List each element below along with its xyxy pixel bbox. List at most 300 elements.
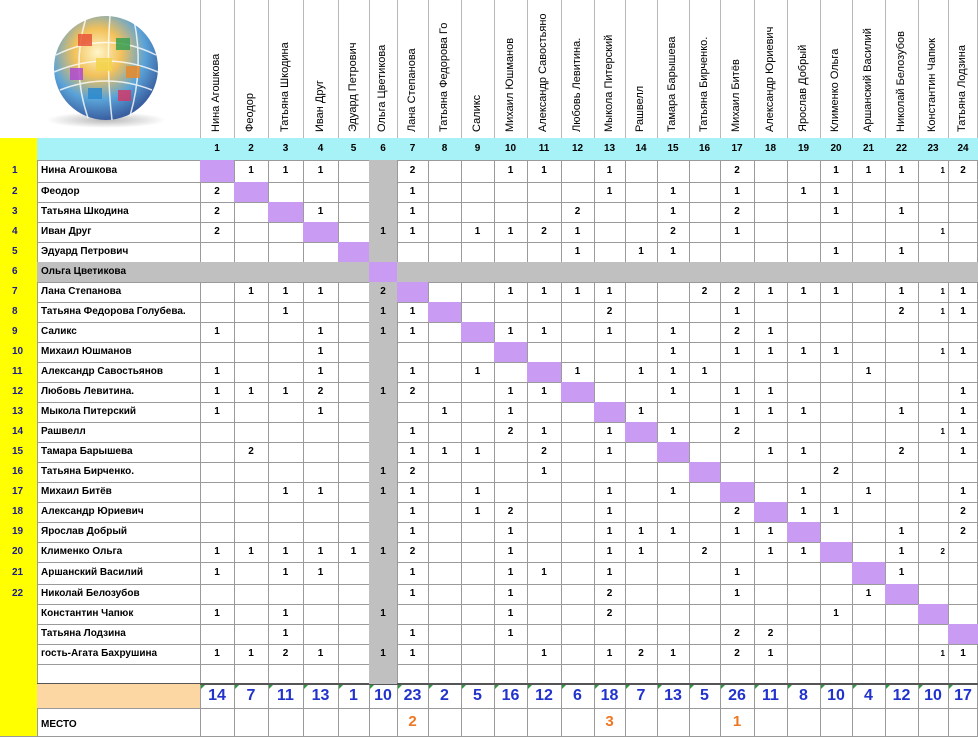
score-cell bbox=[754, 584, 787, 604]
score-cell: 1 bbox=[940, 427, 945, 436]
score-cell: 1 bbox=[800, 286, 807, 297]
total-value: 10 bbox=[827, 687, 845, 704]
score-cell bbox=[268, 242, 303, 262]
score-cell bbox=[303, 242, 338, 262]
score-cell: 1 bbox=[800, 506, 807, 517]
score-cell bbox=[885, 462, 918, 482]
score-cell bbox=[561, 522, 594, 542]
score-cell bbox=[268, 222, 303, 242]
score-cell bbox=[234, 402, 268, 422]
score-cell bbox=[754, 302, 787, 322]
player-name: Саликс bbox=[41, 326, 77, 337]
score-cell bbox=[852, 262, 885, 282]
diagonal-cell bbox=[625, 422, 657, 442]
row-number: 19 bbox=[0, 522, 37, 542]
cell-marker-triangle bbox=[595, 685, 599, 689]
total-value: 26 bbox=[728, 687, 746, 704]
score-cell bbox=[852, 182, 885, 202]
highlight-column-cell bbox=[369, 584, 397, 604]
score-cell bbox=[338, 422, 369, 442]
column-header-name: Ярослав Добрый bbox=[797, 44, 809, 132]
score-cell: 1 bbox=[800, 486, 807, 497]
score-cell bbox=[852, 542, 885, 562]
score-cell bbox=[625, 222, 657, 242]
score-cell: 1 bbox=[638, 546, 644, 557]
player-name: Клименко Ольга bbox=[41, 546, 123, 557]
score-cell: 1 bbox=[409, 526, 416, 537]
score-cell bbox=[338, 462, 369, 482]
score-cell: 1 bbox=[960, 648, 966, 659]
score-cell: 1 bbox=[670, 526, 676, 537]
highlight-column-cell: 1 bbox=[369, 302, 397, 322]
score-cell bbox=[303, 462, 338, 482]
score-cell bbox=[657, 584, 689, 604]
diagonal-cell bbox=[268, 202, 303, 222]
score-cell bbox=[494, 202, 527, 222]
row-number: 18 bbox=[0, 502, 37, 522]
score-cell bbox=[657, 542, 689, 562]
score-cell: 1 bbox=[800, 346, 807, 357]
score-cell bbox=[657, 282, 689, 302]
highlight-column-cell bbox=[369, 562, 397, 584]
score-cell: 1 bbox=[541, 648, 547, 659]
column-number: 3 bbox=[282, 143, 289, 154]
score-cell bbox=[527, 502, 561, 522]
score-cell: 1 bbox=[214, 608, 220, 619]
score-cell: 1 bbox=[317, 165, 324, 176]
score-cell bbox=[820, 562, 852, 584]
score-cell: 1 bbox=[734, 386, 740, 397]
score-cell: 1 bbox=[940, 347, 945, 356]
score-cell: 1 bbox=[214, 366, 220, 377]
column-number: 12 bbox=[571, 143, 584, 154]
score-cell: 1 bbox=[670, 426, 676, 437]
total-value: 13 bbox=[664, 687, 682, 704]
player-name: Иван Друг bbox=[41, 226, 92, 237]
player-name: Мыкола Питерский bbox=[41, 406, 137, 417]
score-cell: 1 bbox=[409, 567, 416, 578]
score-cell bbox=[234, 222, 268, 242]
score-cell bbox=[234, 604, 268, 624]
grid-line-v-header bbox=[338, 0, 339, 138]
column-number: 22 bbox=[895, 143, 908, 154]
score-cell bbox=[338, 282, 369, 302]
score-cell bbox=[461, 182, 494, 202]
place-value bbox=[948, 708, 978, 736]
score-cell: 1 bbox=[638, 246, 644, 257]
score-cell bbox=[918, 382, 948, 402]
player-name: Тамара Барышева bbox=[41, 446, 133, 457]
total-value: 2 bbox=[440, 687, 449, 704]
score-cell bbox=[561, 160, 594, 182]
score-cell: 1 bbox=[833, 186, 839, 197]
place-value bbox=[561, 708, 594, 736]
grid-line-v-header bbox=[852, 0, 853, 138]
score-cell bbox=[689, 562, 720, 584]
score-cell bbox=[885, 362, 918, 382]
score-cell bbox=[461, 342, 494, 362]
score-cell bbox=[787, 562, 820, 584]
score-cell: 1 bbox=[767, 446, 774, 457]
diagonal-cell bbox=[720, 482, 754, 502]
score-cell bbox=[689, 322, 720, 342]
grid-line-v-header bbox=[720, 0, 721, 138]
score-cell bbox=[720, 462, 754, 482]
score-cell bbox=[527, 482, 561, 502]
total-score bbox=[918, 684, 948, 708]
score-cell: 1 bbox=[670, 346, 676, 357]
score-cell bbox=[787, 202, 820, 222]
player-name: Константин Чапюк bbox=[41, 608, 134, 619]
score-cell: 1 bbox=[409, 326, 416, 337]
score-cell bbox=[428, 422, 461, 442]
score-cell bbox=[820, 422, 852, 442]
column-header-name: Рашвелл bbox=[634, 85, 646, 132]
score-cell bbox=[689, 482, 720, 502]
total-score bbox=[428, 684, 461, 708]
score-cell bbox=[234, 624, 268, 644]
score-cell bbox=[657, 604, 689, 624]
score-cell: 1 bbox=[541, 326, 547, 337]
score-cell: 2 bbox=[574, 206, 581, 217]
score-cell bbox=[754, 262, 787, 282]
highlight-column-cell bbox=[369, 664, 397, 684]
place-value bbox=[787, 708, 820, 736]
score-cell bbox=[657, 502, 689, 522]
grid-line-v-header bbox=[787, 0, 788, 138]
score-cell bbox=[625, 562, 657, 584]
score-cell bbox=[561, 624, 594, 644]
score-cell bbox=[852, 402, 885, 422]
column-header-name: Николай Белозубов bbox=[895, 31, 907, 132]
score-cell bbox=[461, 422, 494, 442]
score-cell: 1 bbox=[317, 366, 324, 377]
score-cell: 1 bbox=[670, 486, 676, 497]
score-cell: 1 bbox=[940, 307, 945, 316]
score-cell bbox=[787, 644, 820, 664]
score-cell bbox=[527, 242, 561, 262]
total-score bbox=[338, 684, 369, 708]
total-score bbox=[754, 684, 787, 708]
score-cell bbox=[918, 502, 948, 522]
score-cell: 1 bbox=[574, 226, 581, 237]
score-cell: 2 bbox=[734, 506, 740, 517]
score-cell bbox=[787, 262, 820, 282]
score-cell bbox=[657, 302, 689, 322]
cell-marker-triangle bbox=[304, 685, 308, 689]
score-cell: 2 bbox=[317, 386, 324, 397]
score-cell bbox=[885, 322, 918, 342]
place-value bbox=[268, 708, 303, 736]
score-cell bbox=[527, 624, 561, 644]
score-cell bbox=[720, 442, 754, 462]
score-cell: 1 bbox=[409, 648, 416, 659]
score-cell: 1 bbox=[800, 446, 807, 457]
score-cell bbox=[428, 502, 461, 522]
score-cell bbox=[787, 382, 820, 402]
diagonal-cell bbox=[200, 160, 234, 182]
player-name: Татьяна Федорова Голубева. bbox=[41, 306, 186, 317]
score-cell: 1 bbox=[409, 588, 416, 599]
score-cell bbox=[918, 482, 948, 502]
score-cell bbox=[918, 584, 948, 604]
score-cell bbox=[948, 584, 978, 604]
score-cell: 1 bbox=[638, 366, 644, 377]
score-cell: 1 bbox=[734, 186, 740, 197]
score-cell bbox=[461, 542, 494, 562]
player-name: Николай Белозубов bbox=[41, 588, 140, 599]
score-cell bbox=[200, 462, 234, 482]
score-cell: 2 bbox=[960, 165, 966, 176]
score-cell: 2 bbox=[606, 306, 613, 317]
row-number: 5 bbox=[0, 242, 37, 262]
score-cell: 1 bbox=[248, 286, 254, 297]
score-cell bbox=[787, 322, 820, 342]
score-cell: 1 bbox=[833, 206, 839, 217]
score-cell bbox=[428, 160, 461, 182]
score-cell: 1 bbox=[606, 506, 613, 517]
score-cell bbox=[852, 522, 885, 542]
total-score bbox=[234, 684, 268, 708]
row-number: 11 bbox=[0, 362, 37, 382]
row-number: 8 bbox=[0, 302, 37, 322]
score-cell bbox=[561, 584, 594, 604]
score-cell: 1 bbox=[960, 386, 966, 397]
score-cell: 1 bbox=[541, 165, 547, 176]
total-score bbox=[494, 684, 527, 708]
score-cell: 1 bbox=[282, 546, 289, 557]
total-value: 5 bbox=[700, 687, 709, 704]
score-cell bbox=[852, 202, 885, 222]
score-cell: 1 bbox=[507, 165, 514, 176]
score-cell bbox=[787, 160, 820, 182]
cell-marker-triangle bbox=[495, 685, 499, 689]
score-cell bbox=[461, 382, 494, 402]
player-name: Феодор bbox=[41, 186, 80, 197]
place-value: 3 bbox=[605, 713, 614, 730]
score-cell: 1 bbox=[541, 466, 547, 477]
score-cell: 1 bbox=[606, 648, 613, 659]
total-value: 7 bbox=[246, 687, 256, 704]
place-value: 1 bbox=[732, 713, 742, 730]
score-cell: 1 bbox=[960, 406, 966, 417]
score-cell: 1 bbox=[409, 226, 416, 237]
score-cell bbox=[303, 182, 338, 202]
score-cell bbox=[303, 604, 338, 624]
grid-line-v-header bbox=[268, 0, 269, 138]
score-cell bbox=[918, 462, 948, 482]
score-cell bbox=[948, 322, 978, 342]
score-cell bbox=[918, 362, 948, 382]
score-cell bbox=[820, 522, 852, 542]
player-name: Рашвелл bbox=[41, 426, 86, 437]
highlight-column-cell: 1 bbox=[369, 462, 397, 482]
highlight-column-cell: 1 bbox=[369, 322, 397, 342]
score-cell: 1 bbox=[865, 588, 872, 599]
highlight-column-cell: 1 bbox=[369, 482, 397, 502]
score-cell bbox=[948, 462, 978, 482]
score-cell bbox=[918, 182, 948, 202]
score-cell bbox=[689, 342, 720, 362]
place-value bbox=[527, 708, 561, 736]
score-cell: 1 bbox=[248, 386, 254, 397]
score-cell bbox=[852, 242, 885, 262]
column-header-name: Эдуард Петрович bbox=[347, 42, 359, 132]
column-header-name: Любовь Левитина. bbox=[571, 37, 583, 132]
total-value: 7 bbox=[636, 687, 646, 704]
score-cell bbox=[200, 442, 234, 462]
total-value: 4 bbox=[864, 687, 873, 704]
score-cell bbox=[268, 522, 303, 542]
score-cell bbox=[303, 624, 338, 644]
score-cell bbox=[689, 644, 720, 664]
score-cell bbox=[948, 604, 978, 624]
score-cell bbox=[234, 302, 268, 322]
cell-marker-triangle bbox=[562, 685, 566, 689]
place-value bbox=[338, 708, 369, 736]
column-header-name: Иван Друг bbox=[314, 80, 326, 132]
diagonal-cell bbox=[852, 562, 885, 584]
column-number: 17 bbox=[731, 143, 743, 154]
score-cell bbox=[885, 482, 918, 502]
place-value bbox=[625, 708, 657, 736]
score-cell: 1 bbox=[767, 546, 774, 557]
score-cell bbox=[461, 522, 494, 542]
score-cell: 2 bbox=[214, 206, 220, 217]
row-number: 12 bbox=[0, 382, 37, 402]
score-cell: 1 bbox=[441, 446, 448, 457]
score-cell bbox=[234, 502, 268, 522]
column-header-name: Феодор bbox=[244, 92, 256, 132]
cell-marker-triangle bbox=[528, 685, 532, 689]
score-cell: 1 bbox=[474, 506, 481, 517]
column-number: 1 bbox=[214, 143, 220, 154]
score-cell bbox=[527, 542, 561, 562]
score-cell bbox=[338, 342, 369, 362]
score-cell bbox=[689, 422, 720, 442]
score-cell bbox=[754, 482, 787, 502]
column-header-name: Клименко Ольга bbox=[829, 48, 841, 132]
score-cell bbox=[428, 222, 461, 242]
score-cell: 1 bbox=[898, 406, 905, 417]
score-cell: 2 bbox=[767, 628, 774, 639]
column-number: 5 bbox=[350, 143, 357, 154]
score-cell: 1 bbox=[409, 486, 416, 497]
score-cell bbox=[948, 202, 978, 222]
place-value bbox=[200, 708, 234, 736]
score-cell: 1 bbox=[606, 446, 613, 457]
score-cell bbox=[428, 562, 461, 584]
score-cell bbox=[494, 482, 527, 502]
score-cell bbox=[720, 604, 754, 624]
score-cell: 1 bbox=[606, 186, 613, 197]
total-value: 14 bbox=[208, 687, 226, 704]
score-cell bbox=[234, 342, 268, 362]
score-cell bbox=[461, 402, 494, 422]
cell-marker-triangle bbox=[201, 685, 205, 689]
column-number: 6 bbox=[380, 143, 386, 154]
score-cell: 1 bbox=[767, 286, 774, 297]
grid-line-v-header bbox=[948, 0, 949, 138]
row-number: 14 bbox=[0, 422, 37, 442]
score-cell: 2 bbox=[638, 648, 644, 659]
score-cell: 1 bbox=[507, 608, 514, 619]
score-cell bbox=[689, 604, 720, 624]
column-number: 9 bbox=[474, 143, 481, 154]
score-cell bbox=[787, 302, 820, 322]
score-cell: 2 bbox=[541, 446, 547, 457]
score-cell bbox=[461, 562, 494, 584]
column-header-name: Лана Степанова bbox=[406, 48, 418, 132]
score-cell bbox=[852, 462, 885, 482]
score-cell bbox=[689, 442, 720, 462]
cell-marker-triangle bbox=[235, 685, 239, 689]
score-cell bbox=[338, 604, 369, 624]
score-cell bbox=[461, 302, 494, 322]
score-cell bbox=[268, 502, 303, 522]
score-cell: 1 bbox=[317, 346, 324, 357]
score-cell bbox=[494, 302, 527, 322]
score-cell: 2 bbox=[409, 466, 416, 477]
score-cell: 1 bbox=[282, 628, 289, 639]
diagonal-cell bbox=[461, 322, 494, 342]
diagonal-cell bbox=[338, 242, 369, 262]
score-cell: 1 bbox=[282, 486, 289, 497]
score-cell bbox=[787, 584, 820, 604]
cell-marker-triangle bbox=[821, 685, 825, 689]
score-cell: 1 bbox=[409, 628, 416, 639]
column-header-name: Татьяна Бирченко. bbox=[698, 36, 710, 132]
score-cell: 1 bbox=[670, 648, 676, 659]
row-number: 6 bbox=[0, 262, 37, 282]
score-cell: 1 bbox=[507, 588, 514, 599]
score-cell: 1 bbox=[574, 366, 581, 377]
score-cell bbox=[200, 342, 234, 362]
row-number: 2 bbox=[0, 182, 37, 202]
score-cell bbox=[527, 262, 561, 282]
score-cell: 1 bbox=[960, 346, 966, 357]
score-cell: 1 bbox=[474, 226, 481, 237]
score-cell bbox=[268, 182, 303, 202]
score-cell bbox=[625, 442, 657, 462]
diagonal-cell bbox=[303, 222, 338, 242]
score-cell bbox=[885, 222, 918, 242]
column-number: 21 bbox=[862, 143, 875, 154]
score-cell bbox=[689, 202, 720, 222]
cell-marker-triangle bbox=[398, 685, 402, 689]
score-cell bbox=[948, 182, 978, 202]
score-cell: 1 bbox=[317, 286, 324, 297]
score-cell bbox=[268, 322, 303, 342]
column-header-name: Константин Чапюк bbox=[926, 38, 938, 132]
grid-line-v-header bbox=[561, 0, 562, 138]
score-cell bbox=[689, 584, 720, 604]
score-cell bbox=[428, 202, 461, 222]
score-cell bbox=[918, 202, 948, 222]
score-cell bbox=[787, 222, 820, 242]
score-cell: 2 bbox=[898, 446, 905, 457]
score-cell: 1 bbox=[734, 306, 740, 317]
score-cell: 1 bbox=[409, 186, 416, 197]
cell-marker-triangle bbox=[853, 685, 857, 689]
grid-line-v-header bbox=[397, 0, 398, 138]
column-number: 19 bbox=[797, 143, 810, 154]
score-cell: 1 bbox=[409, 306, 416, 317]
player-name: Михаил Битёв bbox=[41, 486, 112, 497]
score-cell: 1 bbox=[767, 386, 774, 397]
score-cell bbox=[461, 624, 494, 644]
player-name: Нина Агошкова bbox=[41, 165, 118, 176]
